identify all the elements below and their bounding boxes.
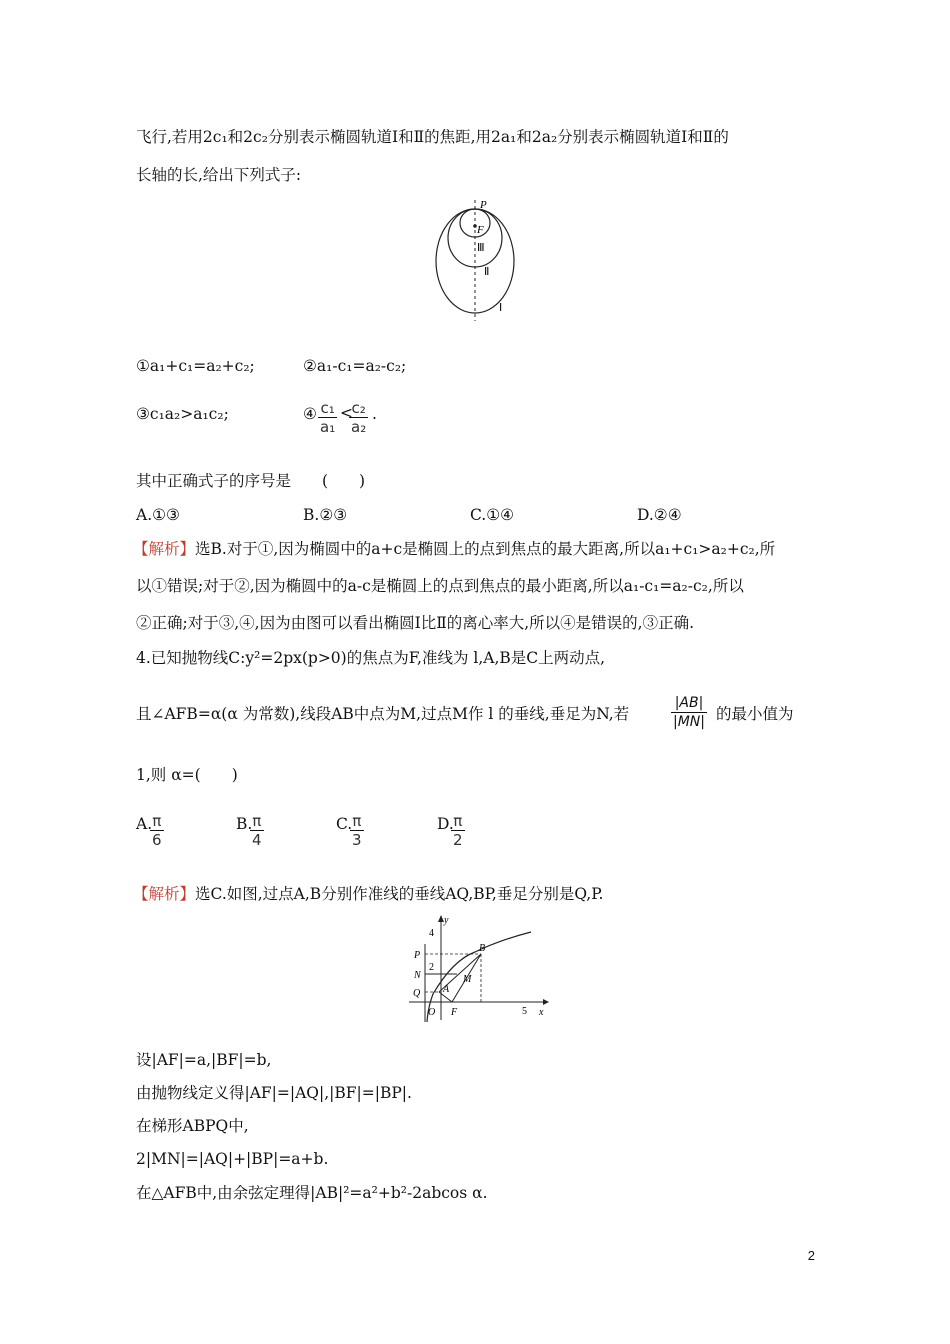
formula-4-num-2: c₂	[349, 399, 368, 418]
fig1-label-f: F	[477, 224, 484, 236]
q4-option-c-num: π	[350, 812, 364, 831]
q4-option-b-label: B.	[236, 815, 253, 833]
formula-2: ②a₁-c₁=a₂-c₂;	[303, 357, 407, 375]
formula-4-den-1: a₁	[320, 418, 336, 436]
q4-option-d-num: π	[451, 812, 465, 831]
q4-option-d-fraction	[451, 812, 465, 849]
q4-option-b-num: π	[250, 812, 264, 831]
q3-option-c: C.①④	[470, 506, 515, 524]
formula-4-prefix: ④	[303, 405, 317, 423]
q4-option-c-den: 3	[352, 831, 362, 849]
solution-line-3: 在梯形ABPQ中,	[136, 1117, 249, 1135]
label-p: P	[414, 950, 421, 961]
tick-4: 4	[429, 928, 434, 939]
q4-ratio-den: |MN|	[673, 714, 705, 730]
q3-analysis-text-1: 选B.对于①,因为椭圆中的a+c是椭圆上的点到焦点的最大距离,所以a₁+c₁>a₂+c₂,所	[195, 540, 776, 558]
fig1-label-ii: Ⅱ	[484, 266, 490, 278]
q4-option-a-num: π	[150, 812, 164, 831]
formula-1: ①a₁+c₁=a₂+c₂;	[136, 357, 255, 375]
q3-option-b: B.②③	[303, 506, 348, 524]
q3-analysis-line-3: ②正确;对于③,④,因为由图可以看出椭圆Ⅰ比Ⅱ的离心率大,所以④是错误的,③正确.	[136, 614, 695, 632]
solution-line-1: 设|AF|=a,|BF|=b,	[136, 1051, 272, 1069]
q4-line-3: 1,则 α=( )	[136, 766, 238, 784]
formula-4-den-2: a₂	[351, 418, 367, 436]
label-b: B	[479, 943, 486, 954]
label-q: Q	[413, 988, 421, 999]
q3-analysis-line-2: 以①错误;对于②,因为椭圆中的a-c是椭圆上的点到焦点的最小距离,所以a₁-c₁=a₂-c₂,所以	[136, 577, 744, 595]
q4-option-c-label: C.	[336, 815, 353, 833]
page-number: 2	[807, 1248, 815, 1263]
label-n: N	[414, 970, 421, 981]
solution-line-5: 在△AFB中,由余弦定理得|AB|²=a²+b²-2abcos α.	[136, 1184, 488, 1202]
tick-5: 5	[522, 1006, 527, 1017]
q3-analysis-tag: 【解析】	[133, 540, 196, 558]
q4-option-a-fraction	[150, 812, 164, 849]
q4-option-b-fraction	[250, 812, 264, 849]
formula-4-fraction-1	[318, 399, 337, 436]
q4-analysis-line-1	[133, 884, 603, 904]
ellipse-orbit-figure	[425, 196, 535, 324]
x-axis-arrow	[543, 999, 549, 1005]
solution-line-2: 由抛物线定义得|AF|=|AQ|,|BF|=|BP|.	[136, 1084, 412, 1102]
x-axis-label: x	[539, 1007, 544, 1018]
q4-option-c-fraction	[350, 812, 364, 849]
q4-line-2-pre: 且∠AFB=α(α 为常数),线段AB中点为M,过点M作 l 的垂线,垂足为N,若	[136, 705, 630, 723]
parabola-figure	[395, 912, 555, 1024]
q3-analysis-line-1	[133, 539, 775, 559]
solution-line-4: 2|MN|=|AQ|+|BP|=a+b.	[136, 1150, 329, 1168]
q4-analysis-text-1: 选C.如图,过点A,B分别作准线的垂线AQ,BP,垂足分别是Q,P.	[195, 885, 604, 903]
fig1-label-iii: Ⅲ	[477, 242, 485, 254]
formula-3: ③c₁a₂>a₁c₂;	[136, 405, 229, 423]
label-o: O	[428, 1007, 436, 1018]
q3-option-d: D.②④	[637, 506, 682, 524]
formula-4-num-1: c₁	[318, 399, 337, 418]
q4-option-d-label: D.	[437, 815, 454, 833]
tick-2: 2	[429, 962, 434, 973]
formula-4-fraction-2	[349, 399, 368, 436]
y-axis-label: y	[444, 915, 449, 926]
fig1-label-i: Ⅰ	[499, 302, 503, 314]
formula-4-suffix: .	[372, 405, 377, 423]
q4-ratio-fraction	[671, 694, 707, 731]
label-f: F	[451, 1007, 458, 1018]
q4-line-2-post: 的最小值为	[716, 705, 794, 723]
q3-prompt: 其中正确式子的序号是 ( )	[136, 472, 366, 490]
formula-4-op: <	[340, 404, 353, 422]
label-a: A	[443, 984, 450, 995]
q4-ratio-num: |AB|	[671, 694, 707, 713]
q4-option-a-den: 6	[152, 831, 162, 849]
label-m: M	[463, 974, 472, 985]
q4-option-a-label: A.	[136, 815, 153, 833]
q3-option-a: A.①③	[136, 506, 180, 524]
q4-analysis-tag: 【解析】	[133, 885, 196, 903]
intro-line-2: 长轴的长,给出下列式子:	[136, 166, 302, 184]
fig1-label-p: P	[480, 199, 487, 211]
intro-line-1: 飞行,若用2c₁和2c₂分别表示椭圆轨道Ⅰ和Ⅱ的焦距,用2a₁和2a₂分别表示椭圆轨道Ⅰ和Ⅱ的	[136, 128, 729, 146]
q4-line-1: 4.已知抛物线C:y²=2px(p>0)的焦点为F,准线为 l,A,B是C上两动点,	[136, 649, 606, 667]
q4-option-b-den: 4	[252, 831, 262, 849]
q4-option-d-den: 2	[453, 831, 463, 849]
